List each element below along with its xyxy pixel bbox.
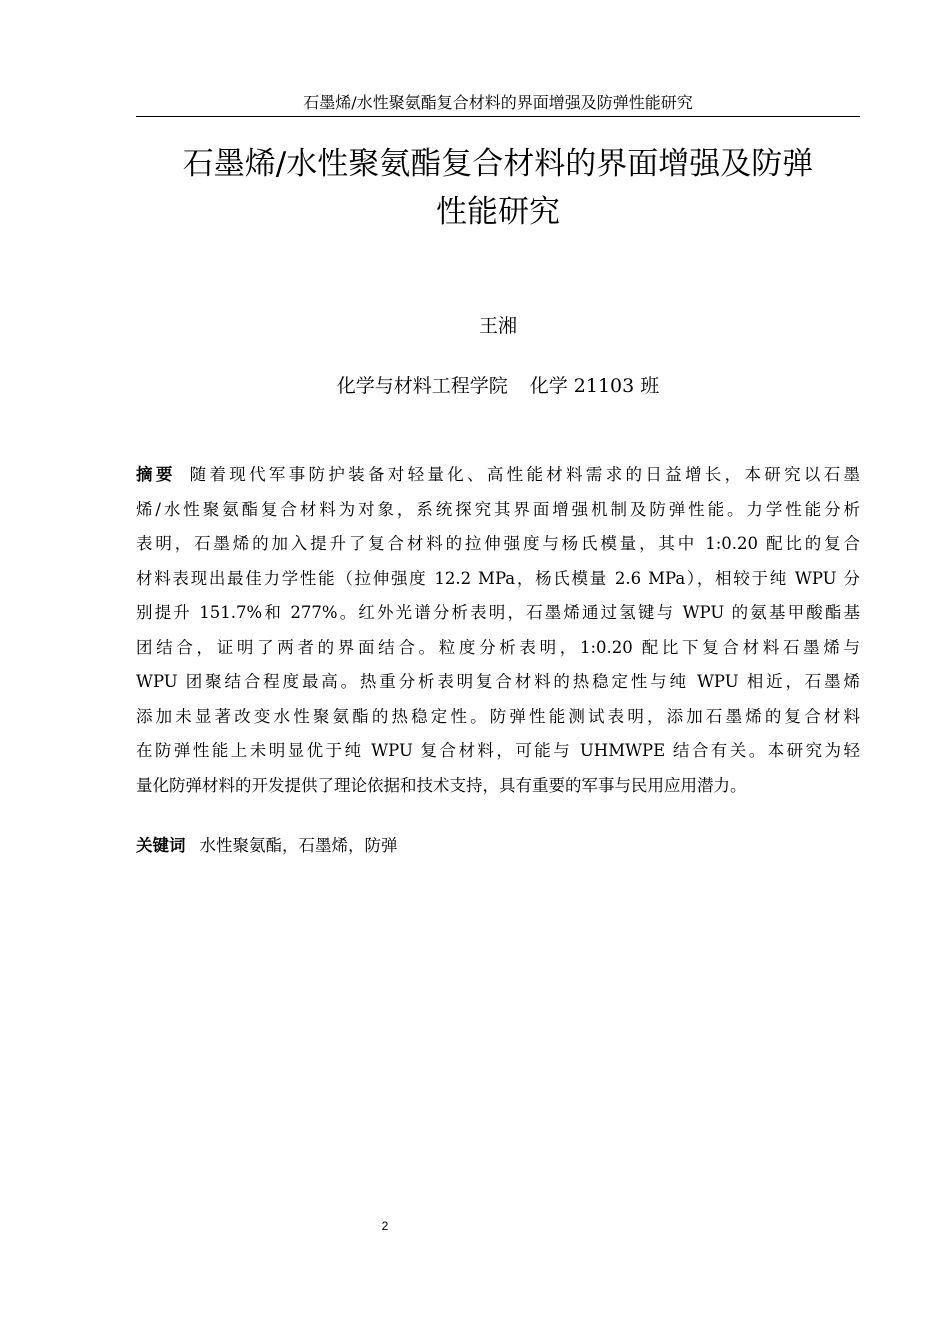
abstract-line: 量化防弹材料的开发提供了理论依据和技术支持，具有重要的军事与民用应用潜力。 (136, 775, 747, 795)
page-number: 2 (381, 1219, 389, 1233)
abstract-line: 在防弹性能上未明显优于纯 WPU 复合材料，可能与 UHMWPE 结合有关。本研究为轻 (136, 741, 860, 760)
abstract-line: 材料表现出最佳力学性能（拉伸强度 12.2 MPa，杨氏模量 2.6 MPa），相较于纯 WPU 分 (136, 568, 860, 588)
abstract-line: 烯/水性聚氨酯复合材料为对象，系统探究其界面增强机制及防弹性能。力学性能分析 (136, 499, 860, 519)
abstract-section (136, 458, 860, 803)
abstract-line (136, 458, 860, 493)
abstract-line: 添加未显著改变水性聚氨酯的热稳定性。防弹性能测试表明，添加石墨烯的复合材料 (136, 706, 860, 726)
author-name: 王湘 (478, 315, 517, 337)
abstract-label: 摘要 (136, 465, 176, 484)
affiliation-class: 化学 21103 班 (529, 375, 660, 397)
paper-title-line-2: 性能研究 (436, 194, 560, 230)
affiliation-school: 化学与材料工程学院 (336, 375, 508, 397)
author-affiliation (136, 372, 860, 400)
paper-title-line-1: 石墨烯/水性聚氨酯复合材料的界面增强及防弹 (182, 146, 814, 182)
keywords-text: 水性聚氨酯，石墨烯，防弹 (199, 836, 398, 855)
abstract-line: WPU 团聚结合程度最高。热重分析表明复合材料的热稳定性与纯 WPU 相近，石墨烯 (136, 672, 860, 691)
abstract-line: 别提升 151.7%和 277%。红外光谱分析表明，石墨烯通过氢键与 WPU 的氨基甲酸酯基 (136, 603, 860, 622)
paper-title (118, 140, 878, 236)
abstract-line: 团结合，证明了两者的界面结合。粒度分析表明，1:0.20 配比下复合材料石墨烯与 (136, 637, 860, 657)
running-header: 石墨烯/水性聚氨酯复合材料的界面增强及防弹性能研究 (136, 92, 860, 117)
abstract-line-text: 随着现代军事防护装备对轻量化、高性能材料需求的日益增长，本研究以石墨 (189, 465, 861, 484)
keywords-section (136, 829, 860, 863)
abstract-line: 表明，石墨烯的加入提升了复合材料的拉伸强度与杨氏模量，其中 1:0.20 配比的复合 (136, 534, 860, 553)
keywords-label: 关键词 (136, 836, 186, 855)
